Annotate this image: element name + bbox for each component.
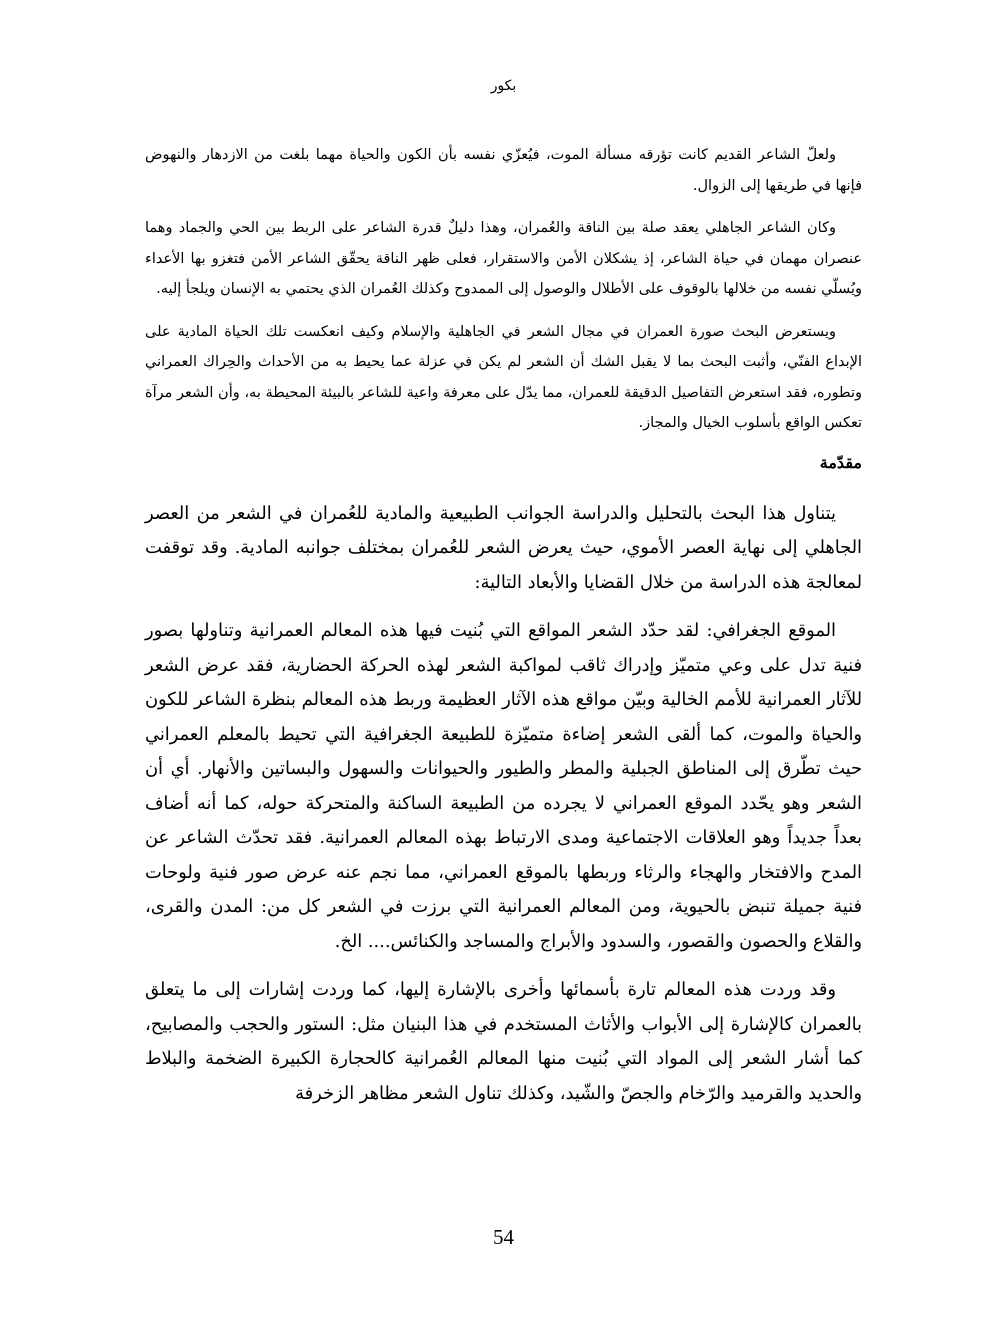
intro-paragraph-3: وقد وردت هذه المعالم تارة بأسمائها وأخرى بالإشارة إليها، كما وردت إشارات إلى ما يتعلق بالعمران كالإشارة إلى الأبواب والأثاث المستخدم في هذا البنيان مثل: الستور والحجب والمصابيح، كما أشار الشعر إلى المواد التي بُنيت منها المعالم العُمرانية كالحجارة الكبيرة الضخمة والبلاط والحديد والقرميد والرّخام والجصّ والشّيد، وكذلك تناول الشعر مظاهر الزخرفة [145,979,862,1104]
page-number: 54 [493,1225,514,1249]
intro-paragraph-2: الموقع الجغرافي: لقد حدّد الشعر المواقع التي بُنيت فيها هذه المعالم العمرانية وتناولها بصور فنية تدل على وعي متميّز وإدراك ثاقب لمواكبة الشعر لهذه الحركة الحضارية، فقد عرض الشعر للآثار العمرانية للأمم الخالية وبيّن مواقع هذه الآثار العظيمة وربط هذه المعالم بنظرة الشاعر للكون والحياة والموت، كما ألقى الشعر إضاءة متميّزة للطبيعة الجغرافية التي تحيط بالمعلم العمراني حيث تطّرق إلى المناطق الجبلية والمطر والطيور والحيوانات والسهول والبساتين والأنهار. أي أن الشعر وهو يحّدد الموقع العمراني لا يجرده من الطبيعة الساكنة والمتحركة حوله، كما أنه أضاف بعداً جديداً وهو العلاقات الاجتماعية ومدى الارتباط بهذه المعالم العمرانية. فقد تحدّث الشاعر عن المدح والافتخار والهجاء والرثاء وربطها بالموقع العمراني، مما نجم عنه عرض صور فنية ولوحات فنية جميلة تنبض بالحيوية، ومن المعالم العمرانية التي برزت في الشعر كل من: المدن والقرى، والقلاع والحصون والقصور، والسدود والأبراج والمساجد والكنائس.... الخ. [145,620,862,952]
abstract-paragraph-1: ولعلّ الشاعر القديم كانت تؤرقه مسألة الموت، فيُعزّي نفسه بأن الكون والحياة مهما بلغت من الازدهار والنهوض فإنها في طريقها إلى الزوال. [145,147,862,194]
abstract-paragraph-3: ويستعرض البحث صورة العمران في مجال الشعر في الجاهلية والإسلام وكيف انعكست تلك الحياة المادية على الإبداع الفنّي، وأثبت البحث بما لا يقبل الشك أن الشعر لم يكن في عزلة عما يحيط به من الأحداث والحِراك العمراني وتطوره، فقد استعرض التفاصيل الدقيقة للعمران، مما يدّل على معرفة واعية للشاعر بالبيئة المحيطة به، وأن الشعر مرآة تعكس الواقع بأسلوب الخيال والمجاز. [145,323,862,431]
page-body [145,140,862,1125]
intro-paragraph-1: يتناول هذا البحث بالتحليل والدراسة الجوانب الطبيعية والمادية للعُمران في الشعر من العصر الجاهلي إلى نهاية العصر الأموي، حيث يعرض الشعر للعُمران بمختلف جوانبه المادية. وقد توقفت لمعالجة هذه الدراسة من خلال القضايا والأبعاد التالية: [145,502,862,593]
abstract-paragraph-2: وكان الشاعر الجاهلي يعقد صلة بين الناقة والعُمران، وهذا دليلٌ قدرة الشاعر على الربط بين الحي والجماد وهما عنصران مهمان في حياة الشاعر، إذ يشكلان الأمن والاستقرار، فعلى ظهر الناقة يحقّق الشاعر الأمن فتغزو بها الأعداء ويُسلّي نفسه من خلالها بالوقوف على الأطلال والوصول إلى الممدوح وكذلك العُمران الذي يحتمي به الإنسان ويلجأ إليه. [145,220,862,297]
running-header: بكور [490,78,517,94]
section-heading: مقدّمة [819,452,862,472]
